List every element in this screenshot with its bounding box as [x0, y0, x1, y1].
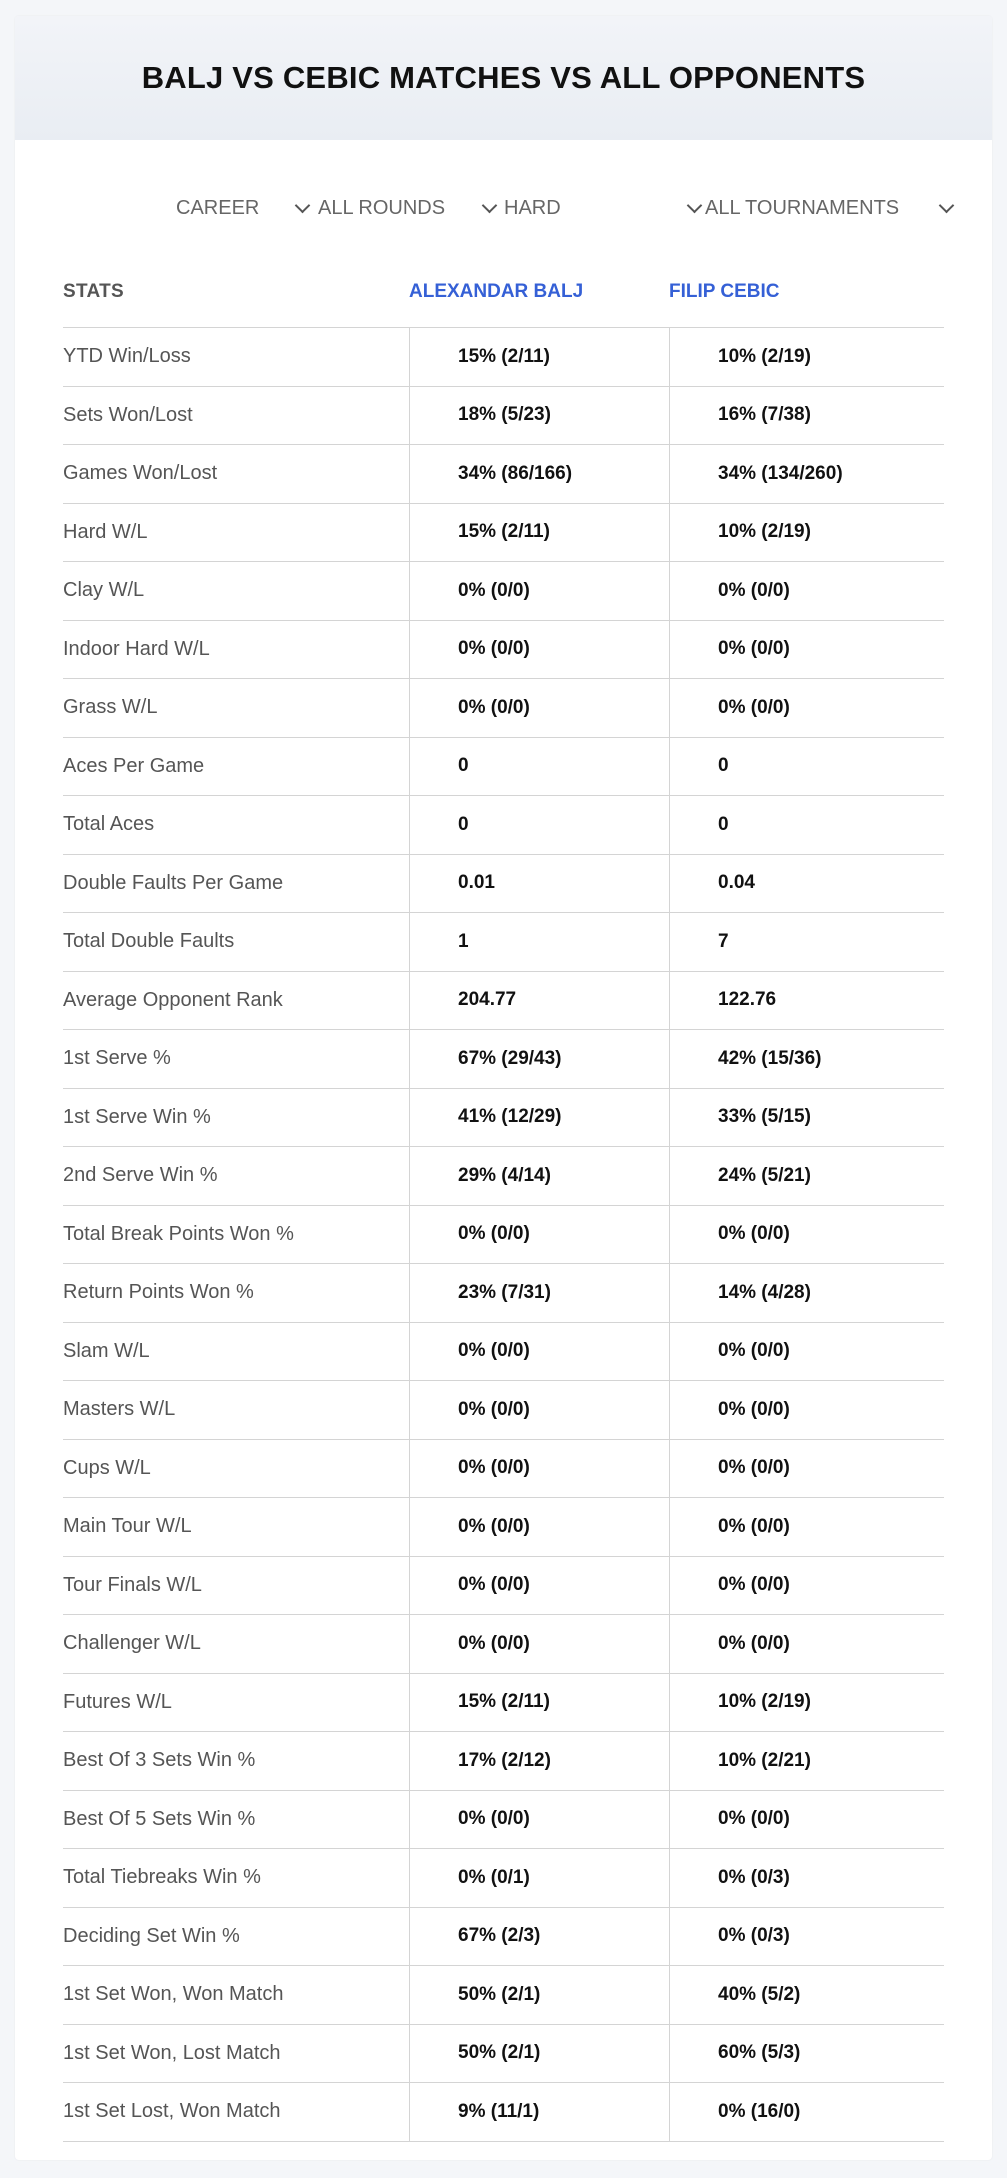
stat-label: Tour Finals W/L	[63, 1573, 202, 1596]
table-row	[63, 855, 944, 914]
player1-stat-value: 50% (2/1)	[409, 2025, 669, 2083]
stat-label: 2nd Serve Win %	[63, 1164, 218, 1187]
player2-stat-value: 0% (0/0)	[669, 1440, 944, 1498]
table-row	[63, 1323, 944, 1382]
tournaments-select-value: ALL TOURNAMENTS	[705, 196, 900, 219]
stat-label: Total Break Points Won %	[63, 1222, 294, 1245]
stat-label: Futures W/L	[63, 1690, 172, 1713]
chevron-down-icon	[295, 197, 311, 213]
stat-label: Average Opponent Rank	[63, 988, 283, 1011]
table-row	[63, 621, 944, 680]
stat-label: Main Tour W/L	[63, 1515, 192, 1538]
player2-stat-value: 0% (0/0)	[669, 1791, 944, 1849]
table-header	[63, 256, 944, 328]
chevron-down-icon	[687, 197, 703, 213]
stat-label: 1st Set Won, Won Match	[63, 1983, 284, 2006]
stat-label: Hard W/L	[63, 520, 148, 543]
stat-label: Cups W/L	[63, 1456, 151, 1479]
player1-stat-value: 0% (0/0)	[409, 1498, 669, 1556]
player1-stat-value: 17% (2/12)	[409, 1732, 669, 1790]
player2-stat-value: 122.76	[669, 972, 944, 1030]
player2-stat-value: 0% (16/0)	[669, 2083, 944, 2141]
stat-label: Deciding Set Win %	[63, 1924, 240, 1947]
table-row	[63, 1557, 944, 1616]
table-row	[63, 796, 944, 855]
player1-stat-value: 18% (5/23)	[409, 387, 669, 445]
surface-select[interactable]	[504, 188, 704, 228]
player1-stat-value: 15% (2/11)	[409, 504, 669, 562]
table-row	[63, 913, 944, 972]
surface-select-value: HARD	[504, 196, 561, 219]
table-row	[63, 387, 944, 446]
player2-stat-value: 0	[669, 796, 944, 854]
player2-stat-value: 42% (15/36)	[669, 1030, 944, 1088]
stat-label: 1st Set Lost, Won Match	[63, 2100, 281, 2123]
stat-label: 1st Set Won, Lost Match	[63, 2041, 281, 2064]
table-body	[63, 328, 944, 2142]
stat-label: Games Won/Lost	[63, 462, 218, 485]
player2-stat-value: 10% (2/19)	[669, 504, 944, 562]
player1-stat-value: 41% (12/29)	[409, 1089, 669, 1147]
stats-table	[63, 256, 944, 2142]
stat-label: Return Points Won %	[63, 1281, 254, 1304]
player1-stat-value: 15% (2/11)	[409, 328, 669, 386]
stat-label: Total Aces	[63, 813, 155, 836]
rounds-select-value: ALL ROUNDS	[318, 196, 446, 219]
table-row	[63, 1849, 944, 1908]
stat-label: Indoor Hard W/L	[63, 637, 210, 660]
player1-stat-value: 0% (0/0)	[409, 1381, 669, 1439]
player2-stat-value: 10% (2/19)	[669, 1674, 944, 1732]
table-row	[63, 562, 944, 621]
rounds-select[interactable]	[318, 188, 499, 228]
card-header	[15, 16, 992, 140]
player2-stat-value: 40% (5/2)	[669, 1966, 944, 2024]
player1-stat-value: 0% (0/0)	[409, 1791, 669, 1849]
player2-stat-value: 0% (0/0)	[669, 1206, 944, 1264]
player2-stat-value: 24% (5/21)	[669, 1147, 944, 1205]
table-row	[63, 1615, 944, 1674]
player2-stat-value: 0	[669, 738, 944, 796]
player1-stat-value: 0% (0/0)	[409, 562, 669, 620]
player2-stat-value: 0% (0/3)	[669, 1908, 944, 1966]
table-row	[63, 1147, 944, 1206]
player1-stat-value: 0	[409, 738, 669, 796]
player2-stat-value: 14% (4/28)	[669, 1264, 944, 1322]
table-row	[63, 1206, 944, 1265]
table-row	[63, 328, 944, 387]
table-row	[63, 2083, 944, 2142]
player1-stat-value: 0% (0/0)	[409, 621, 669, 679]
table-row	[63, 1966, 944, 2025]
player2-stat-value: 0% (0/0)	[669, 1557, 944, 1615]
player1-stat-value: 1	[409, 913, 669, 971]
stat-label: YTD Win/Loss	[63, 345, 191, 368]
player1-stat-value: 0% (0/0)	[409, 1206, 669, 1264]
table-row	[63, 1498, 944, 1557]
player1-stat-value: 9% (11/1)	[409, 2083, 669, 2141]
stats-column-header: STATS	[63, 280, 124, 302]
career-select[interactable]	[176, 188, 312, 228]
player2-stat-value: 0% (0/0)	[669, 1615, 944, 1673]
career-select-value: CAREER	[176, 196, 260, 219]
table-row	[63, 1791, 944, 1850]
player2-stat-value: 0% (0/0)	[669, 621, 944, 679]
player2-stat-value: 16% (7/38)	[669, 387, 944, 445]
stat-label: Masters W/L	[63, 1398, 176, 1421]
table-row	[63, 972, 944, 1031]
player2-stat-value: 34% (134/260)	[669, 445, 944, 503]
stats-card	[15, 16, 992, 2160]
table-row	[63, 445, 944, 504]
stat-label: Total Double Faults	[63, 930, 235, 953]
player2-stat-value: 0% (0/3)	[669, 1849, 944, 1907]
player1-stat-value: 50% (2/1)	[409, 1966, 669, 2024]
table-row	[63, 1908, 944, 1967]
table-row	[63, 504, 944, 563]
stat-label: Grass W/L	[63, 696, 158, 719]
player2-stat-value: 0% (0/0)	[669, 562, 944, 620]
player2-stat-value: 10% (2/19)	[669, 328, 944, 386]
player2-stat-value: 0% (0/0)	[669, 1381, 944, 1439]
player1-stat-value: 0% (0/0)	[409, 1440, 669, 1498]
stat-label: Best Of 3 Sets Win %	[63, 1749, 256, 1772]
player1-stat-value: 0.01	[409, 855, 669, 913]
table-row	[63, 1381, 944, 1440]
table-row	[63, 1030, 944, 1089]
stat-label: Clay W/L	[63, 579, 145, 602]
chevron-down-icon	[482, 197, 498, 213]
table-row	[63, 679, 944, 738]
filter-bar	[15, 188, 992, 228]
stat-label: 1st Serve %	[63, 1047, 171, 1070]
table-row	[63, 738, 944, 797]
stat-label: Total Tiebreaks Win %	[63, 1866, 261, 1889]
player1-stat-value: 0% (0/0)	[409, 1557, 669, 1615]
player2-stat-value: 33% (5/15)	[669, 1089, 944, 1147]
player2-stat-value: 0.04	[669, 855, 944, 913]
stat-label: Sets Won/Lost	[63, 403, 193, 426]
stat-label: Challenger W/L	[63, 1632, 201, 1655]
tournaments-select[interactable]	[705, 188, 956, 228]
player1-stat-value: 67% (29/43)	[409, 1030, 669, 1088]
table-row	[63, 1089, 944, 1148]
table-row	[63, 1264, 944, 1323]
table-row	[63, 1440, 944, 1499]
stat-label: Double Faults Per Game	[63, 871, 284, 894]
player1-link[interactable]: ALEXANDAR BALJ	[409, 280, 584, 302]
player2-stat-value: 0% (0/0)	[669, 1323, 944, 1381]
player1-stat-value: 15% (2/11)	[409, 1674, 669, 1732]
player2-link[interactable]: FILIP CEBIC	[669, 280, 780, 302]
table-row	[63, 2025, 944, 2084]
page-title: BALJ VS CEBIC MATCHES VS ALL OPPONENTS	[141, 60, 866, 95]
player1-stat-value: 0	[409, 796, 669, 854]
stat-label: Aces Per Game	[63, 754, 205, 777]
player2-stat-value: 10% (2/21)	[669, 1732, 944, 1790]
stat-label: 1st Serve Win %	[63, 1105, 211, 1128]
player1-stat-value: 0% (0/0)	[409, 1323, 669, 1381]
player1-stat-value: 0% (0/0)	[409, 1615, 669, 1673]
player1-stat-value: 23% (7/31)	[409, 1264, 669, 1322]
player1-stat-value: 29% (4/14)	[409, 1147, 669, 1205]
player2-stat-value: 60% (5/3)	[669, 2025, 944, 2083]
stat-label: Slam W/L	[63, 1339, 150, 1362]
player2-stat-value: 0% (0/0)	[669, 679, 944, 737]
player1-stat-value: 0% (0/0)	[409, 679, 669, 737]
player2-stat-value: 0% (0/0)	[669, 1498, 944, 1556]
player1-stat-value: 67% (2/3)	[409, 1908, 669, 1966]
table-row	[63, 1674, 944, 1733]
player1-stat-value: 34% (86/166)	[409, 445, 669, 503]
stat-label: Best Of 5 Sets Win %	[63, 1807, 256, 1830]
player1-stat-value: 0% (0/1)	[409, 1849, 669, 1907]
chevron-down-icon	[939, 197, 955, 213]
table-row	[63, 1732, 944, 1791]
player1-stat-value: 204.77	[409, 972, 669, 1030]
player2-stat-value: 7	[669, 913, 944, 971]
